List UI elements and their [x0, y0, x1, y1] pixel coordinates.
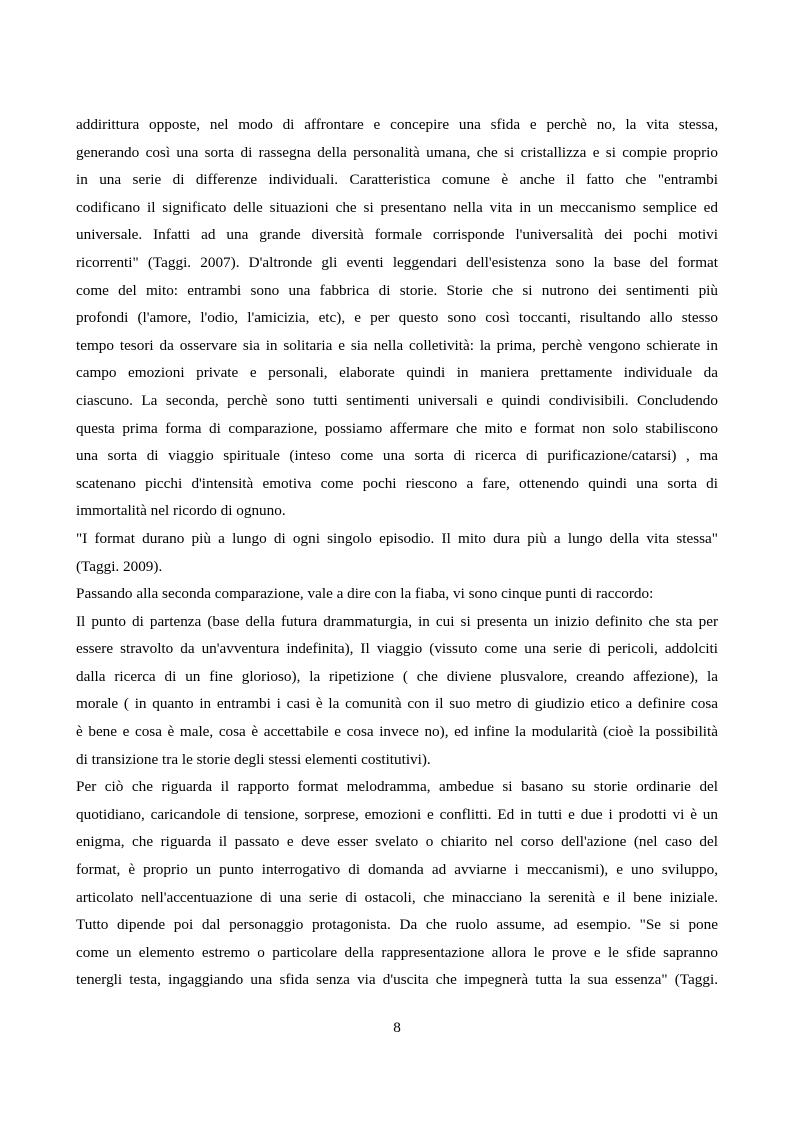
text-line: dalla ricerca di un fine glorioso), la ripetizione ( che diviene plusvalore, creando affezione), la [76, 667, 718, 685]
text-line: Il punto di partenza (base della futura drammaturgia, in cui si presenta un inizio definito che sta per [76, 612, 718, 630]
text-line: immortalità nel ricordo di ognuno. [76, 502, 286, 520]
text-line: essere stravolto da un'avventura indefinita), Il viaggio (vissuto come una serie di pericoli, addolciti [76, 640, 718, 658]
text-line: quotidiano, caricandole di tensione, sorprese, emozioni e conflitti. Ed in tutti e due i prodotti vi è un [76, 805, 718, 823]
text-line: come del mito: entrambi sono una fabbrica di storie. Storie che si nutrono dei sentimenti più [76, 281, 718, 299]
text-line: articolato nell'accentuazione di una serie di ostacoli, che minacciano la serenità e il bene iniziale. [76, 888, 718, 906]
text-line: universale. Infatti ad una grande diversità formale corrisponde l'universalità dei pochi motivi [76, 226, 718, 244]
text-line: scatenano picchi d'intensità emotiva come pochi riescono a fare, ottenendo quindi una sorta di [76, 474, 718, 492]
text-line: Tutto dipende poi dal personaggio protagonista. Da che ruolo assume, ad esempio. "Se si pone [76, 916, 718, 934]
text-line: generando così una sorta di rassegna della personalità umana, che si cristallizza e si compie proprio [76, 143, 718, 161]
text-line: "I format durano più a lungo di ogni singolo episodio. Il mito dura più a lungo della vita stessa" [76, 529, 718, 547]
text-line: questa prima forma di comparazione, possiamo affermare che mito e format non solo stabiliscono [76, 419, 718, 437]
text-line: ciascuno. La seconda, perchè sono tutti sentimenti universali e quindi condivisibili. Concludendo [76, 391, 718, 409]
text-line: tenergli testa, ingaggiando una sfida senza via d'uscita che impegnerà tutta la sua essenza" (Taggi. [76, 971, 718, 989]
text-line: campo emozioni private e personali, elaborate quindi in maniera prettamente individuale da [76, 364, 718, 382]
text-line: è bene e cosa è male, cosa è accettabile e cosa invece no), ed infine la modularità (cioè la possibilità [76, 723, 718, 741]
text-line: Passando alla seconda comparazione, vale a dire con la fiaba, vi sono cinque punti di raccordo: [76, 585, 654, 603]
page-body [76, 111, 718, 994]
text-line: tempo tesori da osservare sia in solitaria e sia nella colletività: la prima, perchè vengono schierate in [76, 336, 718, 354]
text-line: come un elemento estremo o particolare della rappresentazione allora le prove e le sfide sapranno [76, 943, 718, 961]
text-line: Per ciò che riguarda il rapporto format melodramma, ambedue si basano su storie ordinarie del [76, 778, 718, 796]
text-line: format, è proprio un punto interrogativo di domanda ad avviarne i meccanismi), e uno sviluppo, [76, 861, 718, 879]
text-line: ricorrenti" (Taggi. 2007). D'altronde gli eventi leggendari dell'esistenza sono la base del format [76, 253, 718, 271]
text-line: di transizione tra le storie degli stessi elementi costitutivi). [76, 750, 431, 768]
text-line: (Taggi. 2009). [76, 557, 163, 575]
text-line: codificano il significato delle situazioni che si presentano nella vita in un meccanismo semplice ed [76, 198, 718, 216]
text-line: enigma, che riguarda il passato e deve esser svelato o chiarito nel corso dell'azione (nel caso del [76, 833, 718, 851]
text-line: addirittura opposte, nel modo di affrontare e concepire una sfida e perchè no, la vita stessa, [76, 116, 718, 133]
text-line: in una serie di differenze individuali. Caratteristica comune è anche il fatto che "entrambi [76, 171, 718, 189]
text-line: una sorta di viaggio spirituale (inteso come una sorta di ricerca di purificazione/catarsi) , ma [76, 447, 718, 465]
text-line: profondi (l'amore, l'odio, l'amicizia, etc), e per questo sono così toccanti, risultando allo stesso [76, 309, 718, 327]
page-number: 8 [393, 1019, 401, 1036]
text-line: morale ( in quanto in entrambi i casi è la comunità con il suo metro di giudizio etico a definire cosa [76, 695, 718, 713]
